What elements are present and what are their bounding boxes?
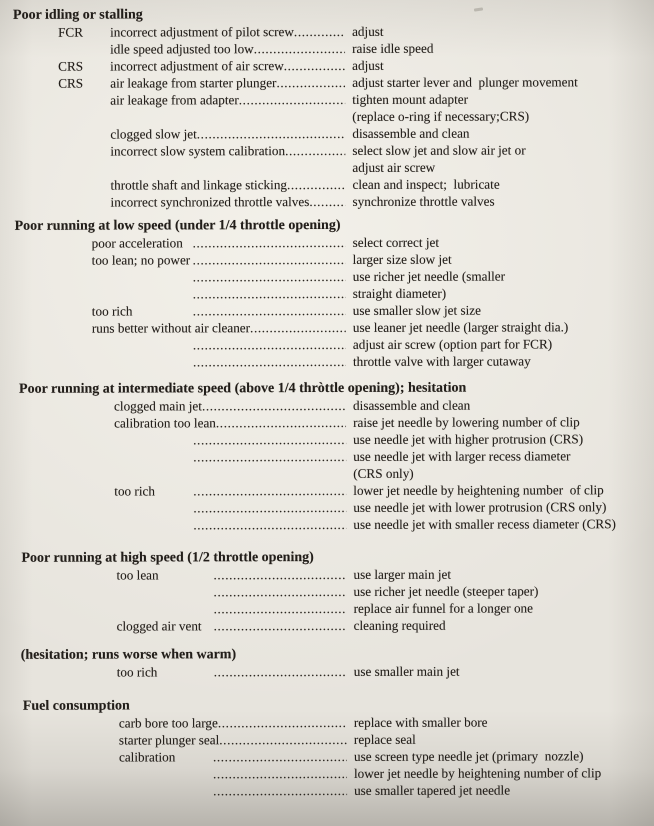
trouble-row [0, 73, 654, 92]
trouble-row [0, 39, 654, 58]
cause-cell [92, 268, 346, 286]
remedy-text: adjust [352, 23, 384, 39]
cause-cell [110, 176, 345, 194]
remedy-text: raise idle speed [352, 40, 434, 56]
cause-text: incorrect adjustment of pilot screw [110, 24, 294, 40]
cause-cell [114, 516, 346, 534]
cause-text: poor acceleration [91, 235, 187, 251]
cause-cell [110, 74, 345, 92]
trouble-row [1, 481, 654, 500]
cause-cell [110, 142, 345, 160]
trouble-row [0, 56, 654, 75]
remedy-text: use needle jet with higher protrusion (CRS) [353, 431, 584, 447]
trouble-row [2, 599, 654, 618]
cause-cell [119, 782, 347, 800]
trouble-row [2, 662, 654, 681]
trouble-row [0, 141, 654, 160]
dot-leader [284, 57, 345, 74]
remedy-text: use richer jet needle (steeper taper) [353, 583, 539, 599]
cause-cell [117, 617, 347, 635]
cause-cell [110, 172, 345, 173]
dot-leader [193, 285, 346, 302]
dot-leader [202, 397, 346, 414]
cause-text: idle speed adjusted too low [110, 41, 254, 57]
remedy-text: lower jet needle by heightening number of clip [353, 482, 604, 498]
trouble-row [1, 565, 654, 584]
remedy-text: (replace o-ring if necessary;CRS) [352, 108, 530, 124]
dot-leader [218, 714, 347, 731]
remedy-text: use needle jet with larger recess diameter [353, 448, 571, 464]
remedy-text: raise jet needle by lowering number of clip [353, 414, 580, 430]
cause-text: incorrect slow system calibration [110, 143, 286, 159]
dot-leader [219, 731, 347, 748]
trouble-row [0, 175, 654, 194]
trouble-row [1, 233, 654, 252]
trouble-row [1, 352, 654, 371]
cause-text: too rich [116, 664, 158, 680]
cause-cell [110, 121, 345, 122]
dot-leader [213, 566, 346, 583]
trouble-row [2, 764, 654, 783]
cause-text: incorrect adjustment of air screw [110, 58, 284, 74]
trouble-row [1, 335, 654, 354]
cause-text: incorrect synchronized throttle valves [110, 194, 310, 210]
remedy-text: use needle jet with smaller recess diameter (CRS) [353, 516, 616, 532]
remedy-text: disassemble and clean [352, 125, 470, 141]
cause-text: runs better without air cleaner [91, 320, 251, 336]
dot-leader [213, 782, 347, 799]
cause-cell [92, 234, 346, 252]
trouble-row [0, 22, 654, 41]
cause-cell [114, 431, 346, 449]
dot-leader [193, 336, 346, 353]
section [0, 5, 654, 211]
section [2, 696, 654, 800]
cause-text: throttle shaft and linkage sticking [110, 177, 288, 193]
dot-leader [193, 482, 346, 499]
remedy-text: cleaning required [353, 617, 446, 633]
section-title: Fuel consumption [22, 698, 130, 714]
cause-cell [119, 731, 347, 749]
remedy-text: tighten mount adapter [352, 91, 468, 107]
remedy-text: use smaller main jet [353, 663, 460, 679]
dot-leader [193, 431, 346, 448]
dot-leader [193, 234, 346, 251]
cause-cell [110, 91, 345, 109]
trouble-row [1, 413, 654, 432]
dot-leader [214, 663, 347, 680]
dot-leader [213, 748, 347, 765]
remedy-text: lower jet needle by heightening number of clip [353, 765, 602, 781]
carb-type-label: FCR [58, 24, 84, 40]
cause-cell [92, 353, 346, 371]
section-title: Poor idling or stalling [13, 7, 143, 23]
dot-leader [294, 23, 345, 40]
section [1, 548, 654, 635]
cause-cell [114, 397, 346, 415]
cause-text: too rich [114, 483, 155, 499]
trouble-row [0, 107, 654, 126]
cause-cell [92, 302, 346, 320]
dot-leader [254, 40, 345, 57]
remedy-text: replace with smaller bore [353, 714, 488, 730]
cause-text: starter plunger seal [118, 732, 220, 748]
section-title: (hesitation; runs worse when warm) [20, 647, 237, 663]
trouble-row [0, 158, 654, 177]
cause-text: clogged air vent [116, 618, 205, 634]
dot-leader [250, 319, 346, 336]
remedy-text: use smaller tapered jet needle [354, 782, 511, 798]
cause-cell [92, 285, 346, 303]
cause-cell [114, 482, 346, 500]
remedy-text: use larger main jet [353, 566, 452, 582]
remedy-text: select slow jet and slow air jet or [352, 142, 526, 158]
trouble-row [2, 747, 654, 766]
trouble-row [1, 250, 654, 269]
remedy-text: throttle valve with larger cutaway [352, 353, 531, 369]
dot-leader [214, 600, 347, 617]
trouble-row [2, 730, 654, 749]
troubleshooting-list [0, 5, 654, 800]
cause-cell [117, 600, 347, 618]
cause-text: too lean [116, 567, 159, 583]
dot-leader [285, 142, 345, 159]
remedy-text: adjust [352, 57, 384, 73]
trouble-row [1, 515, 654, 534]
dot-leader [309, 193, 345, 210]
section-title: Poor running at low speed (under 1/4 throttle opening) [14, 217, 341, 234]
cause-cell [110, 125, 345, 143]
cause-cell [119, 714, 347, 732]
dot-leader [193, 516, 346, 533]
remedy-text: synchronize throttle valves [352, 193, 495, 209]
trouble-row [1, 430, 654, 449]
remedy-text: use leaner jet needle (larger straight dia.) [352, 319, 569, 335]
carb-type-label: CRS [58, 58, 84, 74]
section-title: Poor running at high speed (1/2 throttle opening) [21, 550, 314, 566]
cause-cell [114, 499, 346, 517]
trouble-row [2, 713, 654, 732]
trouble-row [2, 781, 654, 800]
remedy-text: adjust air screw [352, 159, 436, 175]
cause-cell [114, 414, 346, 432]
remedy-text: clean and inspect; lubricate [352, 176, 500, 192]
remedy-text: use screen type needle jet (primary nozzle) [353, 748, 584, 764]
remedy-text: adjust starter lever and plunger movement [352, 74, 578, 90]
dot-leader [193, 448, 346, 465]
dot-leader [193, 251, 346, 268]
remedy-text: adjust air screw (option part for FCR) [352, 336, 553, 352]
trouble-row [2, 582, 654, 601]
cause-text: air leakage from starter plunger [110, 75, 277, 91]
dot-leader [213, 765, 347, 782]
section [1, 379, 654, 534]
remedy-text: replace seal [353, 731, 416, 747]
remedy-text: disassemble and clean [353, 397, 471, 413]
dot-leader [216, 414, 346, 431]
cause-cell [110, 40, 345, 58]
dot-leader [193, 499, 346, 516]
remedy-text: larger size slow jet [352, 251, 452, 267]
cause-cell [117, 583, 347, 601]
cause-cell [119, 748, 347, 766]
trouble-row [1, 498, 654, 517]
remedy-text: use smaller slow jet size [352, 302, 482, 318]
trouble-row [2, 616, 654, 635]
trouble-row [0, 192, 654, 211]
carb-type-label: CRS [58, 75, 84, 91]
remedy-text: replace air funnel for a longer one [353, 600, 534, 616]
trouble-row [1, 396, 654, 415]
trouble-row [0, 90, 654, 109]
remedy-text: (CRS only) [353, 465, 414, 481]
dot-leader [276, 74, 345, 91]
cause-cell [114, 478, 346, 479]
trouble-row [0, 124, 654, 143]
cause-text: calibration too lean [114, 415, 216, 431]
cause-text: clogged slow jet [110, 126, 197, 142]
remedy-text: select correct jet [352, 234, 440, 250]
cause-text: air leakage from adapter [110, 92, 239, 108]
cause-text: calibration [118, 749, 176, 765]
cause-text: clogged main jet [114, 398, 202, 414]
dot-leader [239, 91, 346, 108]
cause-cell [92, 319, 346, 337]
dot-leader [214, 583, 347, 600]
cause-cell [110, 193, 345, 211]
dot-leader [193, 268, 346, 285]
remedy-text: straight diameter) [352, 285, 447, 301]
trouble-row [1, 464, 654, 483]
cause-cell [110, 23, 345, 41]
dot-leader [214, 617, 347, 634]
section [2, 645, 654, 681]
cause-cell [117, 663, 347, 681]
cause-cell [92, 336, 346, 354]
trouble-row [1, 284, 654, 303]
cause-text: too lean; no power [91, 252, 191, 268]
cause-cell [114, 448, 346, 466]
trouble-row [1, 447, 654, 466]
dot-leader [197, 125, 346, 142]
cause-cell [110, 57, 345, 75]
trouble-row [1, 318, 654, 337]
cause-text: carb bore too large [118, 715, 218, 731]
cause-cell [116, 566, 346, 584]
trouble-row [1, 301, 654, 320]
cause-cell [92, 251, 346, 269]
dot-leader [193, 302, 346, 319]
remedy-text: use richer jet needle (smaller [352, 268, 506, 284]
cause-cell [119, 765, 347, 783]
cause-text: too rich [91, 303, 133, 319]
remedy-text: use needle jet with lower protrusion (CRS only) [353, 499, 607, 515]
trouble-row [1, 267, 654, 286]
dot-leader [193, 353, 346, 370]
section-title: Poor running at intermediate speed (above 1/4 thròttle opening); hesitation [18, 380, 467, 397]
dot-leader [287, 176, 346, 193]
section [1, 216, 654, 371]
